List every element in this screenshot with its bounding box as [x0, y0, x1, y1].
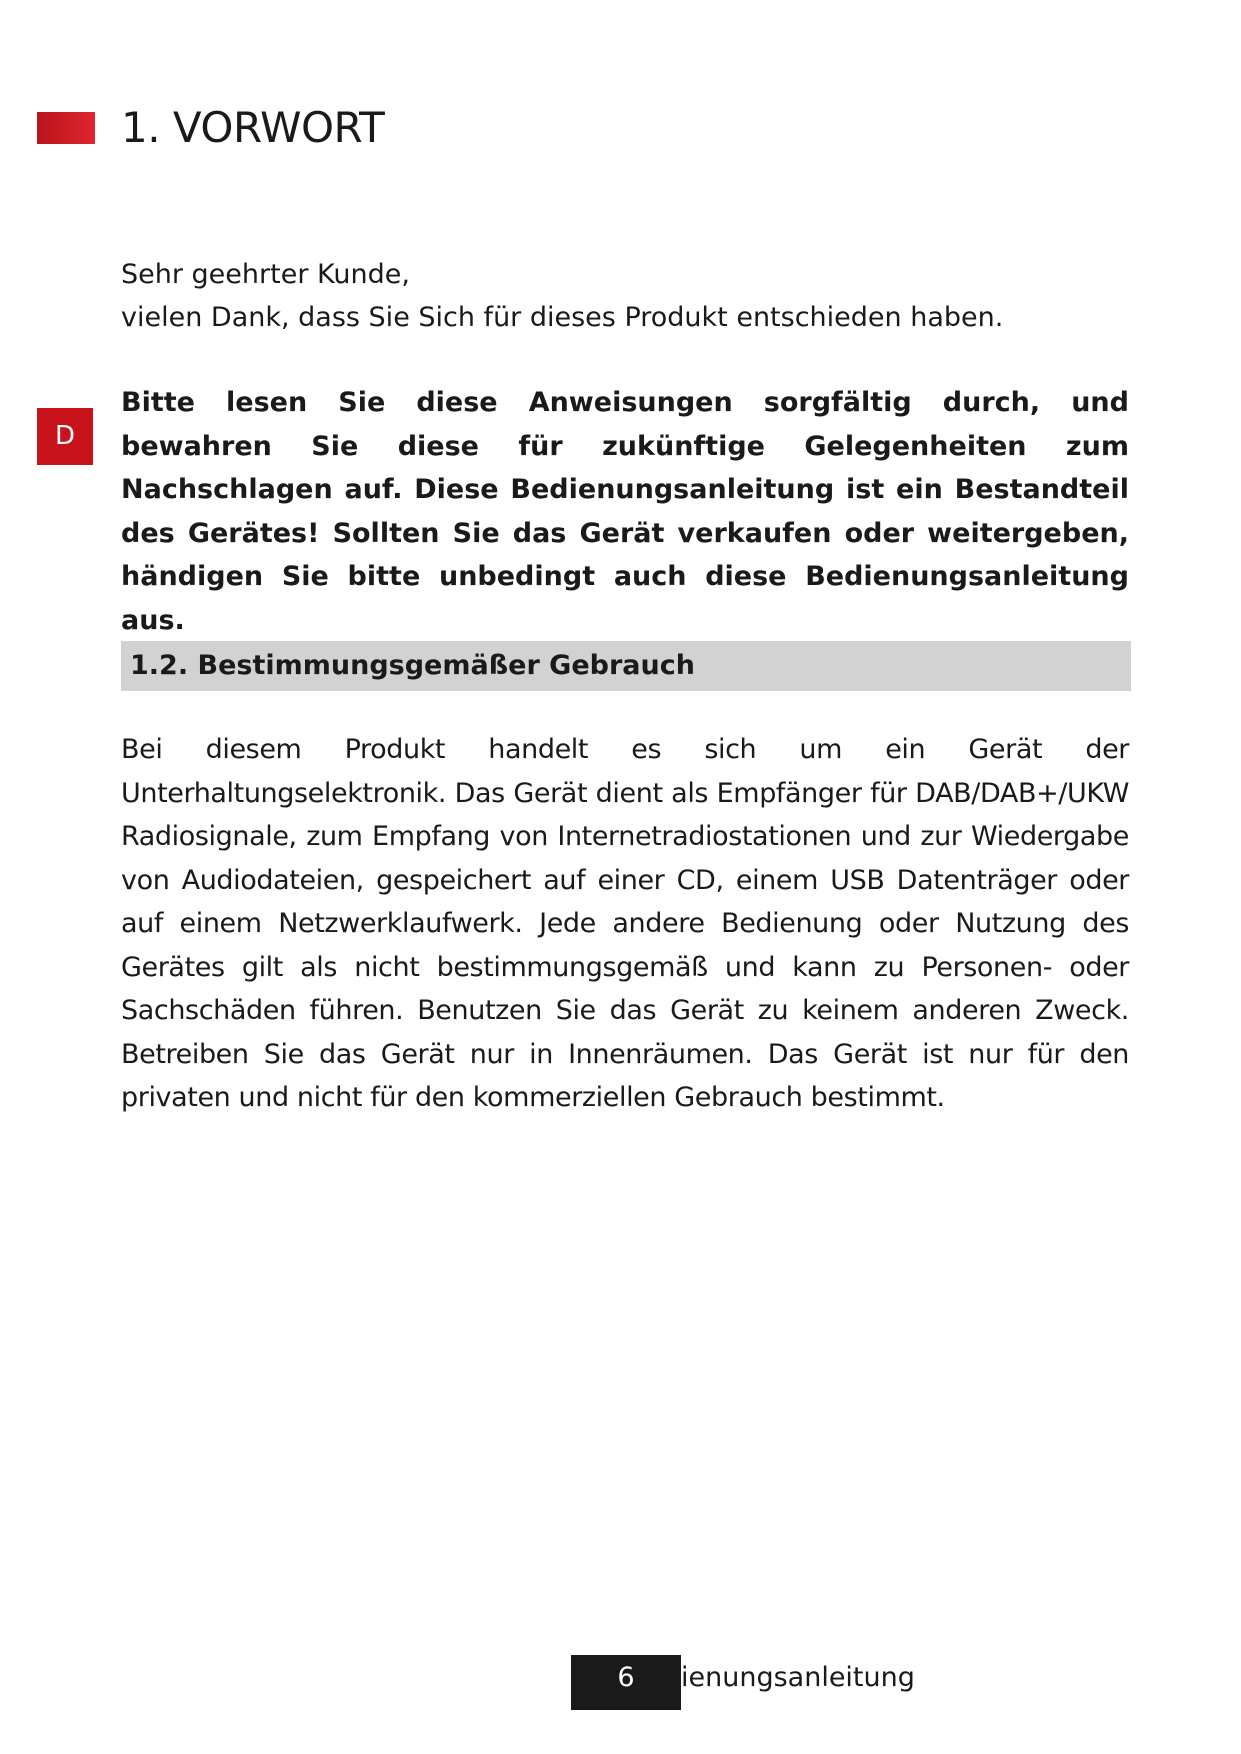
page-number: 6 [571, 1655, 681, 1710]
chapter-title: 1. VORWORT [121, 103, 385, 152]
greeting [121, 253, 1129, 339]
greeting-salutation: Sehr geehrter Kunde, [121, 259, 410, 290]
chapter-marker [37, 112, 95, 144]
important-notice: Bitte lesen Sie diese Anweisungen sorgfältig durch, und bewahren Sie diese für zukünftige Gelegenheiten zum Nachschlagen auf. Diese Bedienungsanleitung ist ein Bestandteil des Gerätes! Sollten Sie das Gerät verkaufen oder weitergeben, händigen Sie bitte unbedingt auch diese Bedienungsanleitung aus. [121, 387, 1129, 636]
section-title: 1.2. Bestimmungsgemäßer Gebrauch [130, 650, 695, 681]
language-tab: D [37, 408, 93, 465]
section-body: Bei diesem Produkt handelt es sich um ein Gerät der Unterhaltungselektronik. Das Gerät dient als Empfänger für DAB/DAB+/UKW Radiosignale, zum Empfang von Internetradiostationen und zur Wiedergabe von Audiodateien, gespeichert auf einer CD, einem USB Datenträger oder auf einem Netzwerklaufwerk. Jede andere Bedienung oder Nutzung des Gerätes gilt als nicht bestimmungsgemäß und kann zu Personen- oder Sachschäden führen. Benutzen Sie das Gerät zu keinem anderen Zweck. Betreiben Sie das Gerät nur in Innenräumen. Das Gerät ist nur für den privaten und nicht für den kommerziellen Gebrauch bestimmt. [121, 734, 1129, 1113]
greeting-thanks: vielen Dank, dass Sie Sich für dieses Produkt entschieden haben. [121, 302, 1004, 333]
footer-label: ienungsanleitung [681, 1662, 915, 1693]
